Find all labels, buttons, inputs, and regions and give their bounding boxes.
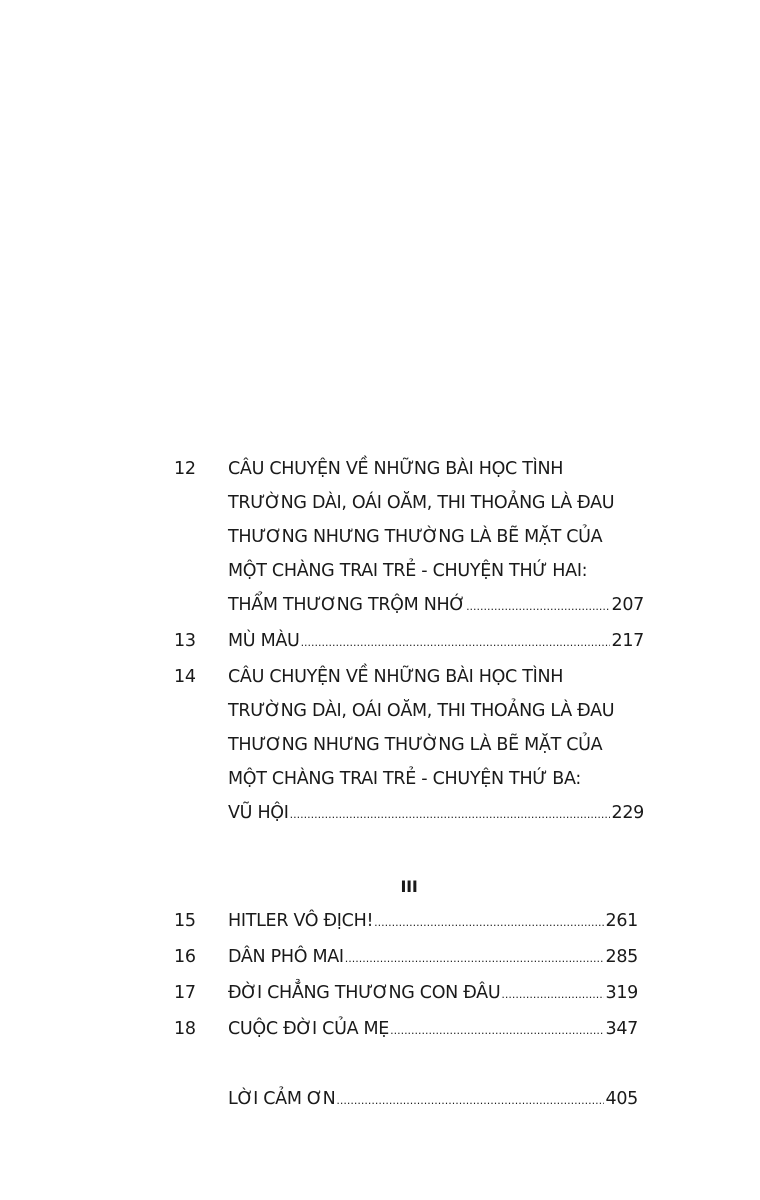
dot-leader: [501, 978, 604, 1012]
entry-title: [228, 1082, 638, 1118]
entry-title-line: VŨ HỘI: [228, 803, 289, 823]
page-number: 229: [611, 803, 644, 823]
entry-number: 16: [174, 947, 196, 967]
toc-entry-acknowledgements[interactable]: [174, 1082, 644, 1118]
entry-title-line: TRƯỜNG DÀI, OÁI OĂM, THI THOẢNG LÀ ĐAU: [228, 701, 615, 721]
toc-entry-16[interactable]: [174, 940, 644, 976]
entry-title-line: DÂN PHÔ MAI: [228, 947, 344, 967]
entry-last-line: [228, 976, 638, 1012]
table-of-contents: [174, 452, 644, 1118]
section-heading: III: [400, 877, 418, 896]
toc-entry-18[interactable]: [174, 1012, 644, 1048]
entry-number: 14: [174, 667, 196, 687]
entry-title: [228, 940, 638, 976]
entry-last-line: [228, 904, 638, 940]
dot-leader: [301, 626, 611, 660]
entry-title-line: LỜI CẢM ƠN: [228, 1089, 336, 1109]
entry-number: 18: [174, 1019, 196, 1039]
entry-title-line: MỘT CHÀNG TRAI TRẺ - CHUYỆN THỨ HAI:: [228, 561, 588, 581]
toc-entry-15[interactable]: [174, 904, 644, 940]
entry-last-line: [228, 1082, 638, 1118]
entry-title-line: MỘT CHÀNG TRAI TRẺ - CHUYỆN THỨ BA:: [228, 769, 581, 789]
entry-title: [228, 624, 644, 660]
entry-title-line: THẨM THƯƠNG TRỘM NHỚ: [228, 595, 466, 615]
page-number: 217: [611, 631, 644, 651]
entry-title: [228, 452, 644, 624]
entry-last-line: [228, 588, 644, 624]
entry-title-line: CÂU CHUYỆN VỀ NHỮNG BÀI HỌC TÌNH: [228, 667, 564, 687]
entry-last-line: [228, 796, 644, 832]
page-number: 347: [605, 1019, 638, 1039]
entry-title-line: THƯƠNG NHƯNG THƯỜNG LÀ BẼ MẶT CỦA: [228, 735, 603, 755]
entry-title-line: ĐỜI CHẲNG THƯƠNG CON ĐÂU: [228, 983, 501, 1003]
entry-title: [228, 976, 638, 1012]
spacer: [174, 1048, 644, 1082]
entry-title-line: CÂU CHUYỆN VỀ NHỮNG BÀI HỌC TÌNH: [228, 459, 564, 479]
page-number: 261: [605, 911, 638, 931]
entry-title-line: HITLER VÔ ĐỊCH!: [228, 911, 374, 931]
page-number: 405: [605, 1089, 638, 1109]
toc-entry-12[interactable]: [174, 452, 644, 624]
entry-number: 17: [174, 983, 196, 1003]
toc-entry-17[interactable]: [174, 976, 644, 1012]
entry-title-line: CUỘC ĐỜI CỦA MẸ: [228, 1019, 390, 1039]
entry-last-line: [228, 624, 644, 660]
page-number: 207: [611, 595, 644, 615]
toc-entry-14[interactable]: [174, 660, 644, 832]
entry-last-line: [228, 940, 638, 976]
entry-title-line: TRƯỜNG DÀI, OÁI OĂM, THI THOẢNG LÀ ĐAU: [228, 493, 615, 513]
toc-entry-13[interactable]: [174, 624, 644, 660]
dot-leader: [466, 590, 610, 624]
entry-number: 13: [174, 631, 196, 651]
dot-leader: [290, 798, 611, 832]
entry-title-line: MÙ MÀU: [228, 631, 300, 651]
dot-leader: [390, 1014, 604, 1048]
entry-number: 12: [174, 459, 196, 479]
dot-leader: [374, 906, 604, 940]
entry-title: [228, 904, 638, 940]
entry-number: 15: [174, 911, 196, 931]
entry-last-line: [228, 1012, 638, 1048]
page-number: 319: [605, 983, 638, 1003]
dot-leader: [336, 1084, 604, 1118]
entry-title: [228, 1012, 638, 1048]
page-number: 285: [605, 947, 638, 967]
entry-title: [228, 660, 644, 832]
dot-leader: [345, 942, 605, 976]
entry-title-line: THƯƠNG NHƯNG THƯỜNG LÀ BẼ MẶT CỦA: [228, 527, 603, 547]
